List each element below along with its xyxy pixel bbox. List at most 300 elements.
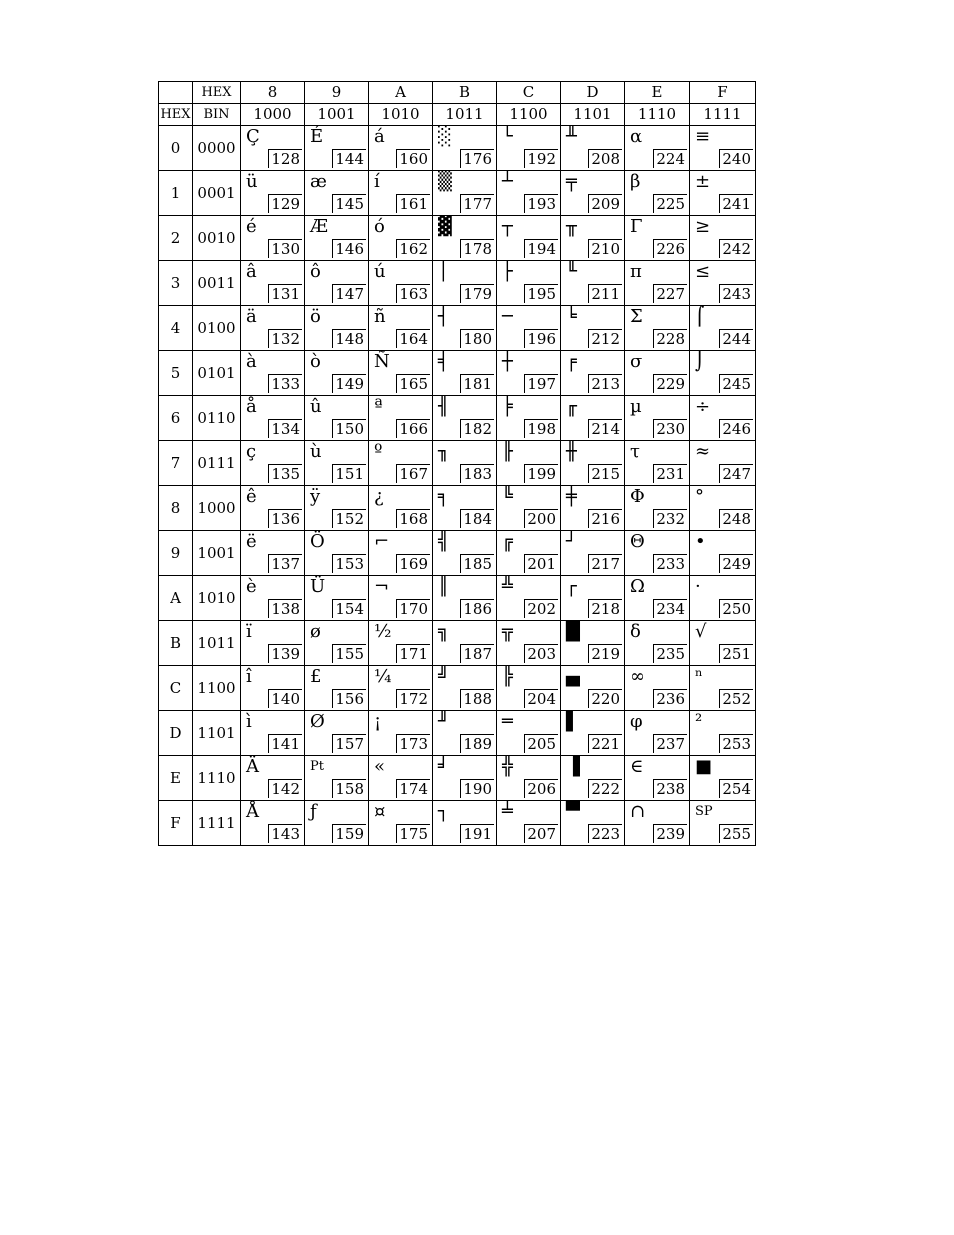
char-glyph: β (630, 171, 641, 192)
char-code: 232 (653, 509, 687, 528)
char-cell (433, 396, 497, 441)
char-code: 227 (653, 284, 687, 303)
char-cell (305, 351, 369, 396)
char-code: 161 (396, 194, 430, 213)
row-hex: D (159, 711, 193, 756)
char-cell (369, 486, 433, 531)
char-glyph: SP (695, 804, 713, 819)
column-bin-d: 1101 (561, 104, 625, 126)
char-cell (625, 756, 690, 801)
char-glyph: ƒ (310, 801, 317, 822)
column-hex-c: C (497, 82, 561, 104)
char-code: 128 (268, 149, 302, 168)
char-glyph: ≡ (695, 126, 711, 147)
char-code: 157 (332, 734, 366, 753)
char-code: 154 (332, 599, 366, 618)
char-cell (625, 306, 690, 351)
row-hex: F (159, 801, 193, 846)
char-glyph: Pt (310, 759, 324, 774)
char-glyph: ╞ (502, 396, 513, 417)
header-row-hex (159, 82, 756, 104)
char-cell (305, 126, 369, 171)
char-glyph: ù (310, 441, 322, 462)
char-cell (561, 396, 625, 441)
char-cell (690, 576, 756, 621)
char-cell (433, 666, 497, 711)
char-cell (241, 621, 305, 666)
char-code: 169 (396, 554, 430, 573)
char-glyph: ╫ (566, 441, 577, 462)
char-code: 197 (524, 374, 558, 393)
char-cell (241, 801, 305, 846)
char-code: 243 (719, 284, 753, 303)
char-glyph: Σ (630, 306, 643, 327)
row-hex: 9 (159, 531, 193, 576)
row-hex-label: HEX (159, 104, 193, 126)
char-cell (241, 306, 305, 351)
char-code: 214 (588, 419, 622, 438)
char-cell (561, 531, 625, 576)
char-glyph: Ñ (374, 351, 390, 372)
char-cell (497, 666, 561, 711)
char-glyph: ú (374, 261, 386, 282)
char-code: 174 (396, 779, 430, 798)
char-cell (625, 216, 690, 261)
char-glyph: ∩ (630, 801, 646, 822)
char-code: 173 (396, 734, 430, 753)
char-code: 163 (396, 284, 430, 303)
char-glyph: ░ (438, 126, 452, 147)
char-code: 241 (719, 194, 753, 213)
table-row (159, 351, 756, 396)
char-code: 236 (653, 689, 687, 708)
char-cell (241, 396, 305, 441)
char-code: 135 (268, 464, 302, 483)
char-cell (497, 351, 561, 396)
char-cell (305, 486, 369, 531)
char-cell (241, 441, 305, 486)
char-code: 136 (268, 509, 302, 528)
char-cell (625, 486, 690, 531)
char-cell (305, 441, 369, 486)
char-code: 216 (588, 509, 622, 528)
char-cell (497, 576, 561, 621)
char-cell (241, 171, 305, 216)
row-bin: 0100 (193, 306, 241, 351)
char-code: 149 (332, 374, 366, 393)
char-code: 182 (460, 419, 494, 438)
char-cell (369, 756, 433, 801)
char-cell (433, 216, 497, 261)
table-row (159, 531, 756, 576)
column-hex-f: F (690, 82, 756, 104)
char-code: 167 (396, 464, 430, 483)
char-glyph: Ø (310, 711, 325, 732)
char-cell (625, 801, 690, 846)
column-bin-c: 1100 (497, 104, 561, 126)
char-glyph: ª (374, 396, 383, 417)
char-cell (690, 711, 756, 756)
row-bin: 1001 (193, 531, 241, 576)
char-code: 130 (268, 239, 302, 258)
char-code: 196 (524, 329, 558, 348)
char-glyph: ≥ (695, 216, 711, 237)
char-cell (497, 486, 561, 531)
char-code: 138 (268, 599, 302, 618)
char-cell (625, 711, 690, 756)
char-code: 229 (653, 374, 687, 393)
char-cell (369, 396, 433, 441)
char-code: 156 (332, 689, 366, 708)
char-glyph: ö (310, 306, 321, 327)
char-code: 252 (719, 689, 753, 708)
char-glyph: ø (310, 621, 321, 642)
char-cell (497, 306, 561, 351)
char-glyph: ╤ (566, 171, 577, 192)
char-code: 217 (588, 554, 622, 573)
char-glyph: É (310, 126, 324, 147)
char-cell (305, 621, 369, 666)
char-cell (241, 351, 305, 396)
char-code: 226 (653, 239, 687, 258)
char-glyph: î (246, 666, 252, 687)
char-glyph: ä (246, 306, 257, 327)
char-glyph: æ (310, 171, 327, 192)
char-glyph: ╛ (438, 756, 449, 777)
corner-cell (159, 82, 193, 104)
hex-label: HEX (193, 82, 241, 104)
char-cell (625, 261, 690, 306)
char-code: 180 (460, 329, 494, 348)
char-code: 247 (719, 464, 753, 483)
char-glyph: ° (695, 486, 704, 507)
char-code: 165 (396, 374, 430, 393)
char-cell (625, 441, 690, 486)
row-bin: 1000 (193, 486, 241, 531)
char-cell (305, 711, 369, 756)
char-code: 160 (396, 149, 430, 168)
char-cell (561, 171, 625, 216)
char-glyph: ² (695, 711, 703, 732)
char-cell (561, 621, 625, 666)
row-bin: 0001 (193, 171, 241, 216)
char-glyph: ╨ (566, 126, 577, 147)
char-glyph: ╢ (438, 396, 449, 417)
char-glyph: Ω (630, 576, 645, 597)
char-glyph: ç (246, 441, 257, 462)
char-glyph: ± (695, 171, 711, 192)
char-cell (433, 531, 497, 576)
char-cell (369, 351, 433, 396)
row-hex: C (159, 666, 193, 711)
char-glyph: █ (566, 621, 580, 642)
row-bin: 0000 (193, 126, 241, 171)
char-glyph: ╥ (566, 216, 577, 237)
row-bin: 0110 (193, 396, 241, 441)
char-code: 246 (719, 419, 753, 438)
char-cell (433, 801, 497, 846)
char-code: 240 (719, 149, 753, 168)
char-glyph: ╪ (566, 486, 577, 507)
char-cell (690, 306, 756, 351)
char-glyph: └ (502, 126, 513, 147)
char-code: 168 (396, 509, 430, 528)
char-code: 225 (653, 194, 687, 213)
table-row (159, 486, 756, 531)
char-glyph: ║ (438, 576, 449, 597)
char-cell (305, 306, 369, 351)
char-cell (561, 666, 625, 711)
char-glyph: Ö (310, 531, 325, 552)
char-code: 251 (719, 644, 753, 663)
char-cell (497, 801, 561, 846)
row-bin: 0101 (193, 351, 241, 396)
column-bin-a: 1010 (369, 104, 433, 126)
char-cell (561, 306, 625, 351)
char-code: 158 (332, 779, 366, 798)
row-bin: 1100 (193, 666, 241, 711)
char-glyph: í (374, 171, 380, 192)
char-cell (690, 441, 756, 486)
char-cell (369, 666, 433, 711)
char-code: 177 (460, 194, 494, 213)
char-cell (625, 666, 690, 711)
char-glyph: ∈ (630, 756, 644, 777)
char-glyph: « (374, 756, 386, 777)
char-code: 146 (332, 239, 366, 258)
char-glyph: ┤ (438, 306, 449, 327)
table-row (159, 396, 756, 441)
char-glyph: ⁿ (695, 666, 703, 687)
char-glyph: ╗ (438, 621, 449, 642)
char-code: 162 (396, 239, 430, 258)
row-hex: 7 (159, 441, 193, 486)
char-cell (305, 756, 369, 801)
char-cell (561, 486, 625, 531)
char-code: 166 (396, 419, 430, 438)
char-code: 133 (268, 374, 302, 393)
table-row (159, 801, 756, 846)
char-glyph: ┼ (502, 351, 513, 372)
char-glyph: ≈ (695, 441, 711, 462)
char-glyph: ì (246, 711, 252, 732)
char-glyph: ≤ (695, 261, 711, 282)
char-cell (369, 711, 433, 756)
char-code: 194 (524, 239, 558, 258)
char-glyph: è (246, 576, 257, 597)
char-code: 144 (332, 149, 366, 168)
char-glyph: ∞ (630, 666, 645, 687)
char-glyph: ┐ (438, 801, 449, 822)
char-cell (497, 261, 561, 306)
char-cell (369, 126, 433, 171)
char-glyph: ╒ (566, 351, 577, 372)
char-code: 228 (653, 329, 687, 348)
char-code: 134 (268, 419, 302, 438)
char-glyph: Ç (246, 126, 260, 147)
row-hex: 2 (159, 216, 193, 261)
char-cell (690, 666, 756, 711)
char-cell (305, 801, 369, 846)
char-cell (497, 441, 561, 486)
char-cell (690, 486, 756, 531)
char-glyph: ó (374, 216, 385, 237)
char-glyph: ┘ (566, 531, 577, 552)
row-hex: 3 (159, 261, 193, 306)
char-glyph: ┬ (502, 216, 513, 237)
char-glyph: £ (310, 666, 322, 687)
char-glyph: Θ (630, 531, 645, 552)
char-cell (241, 756, 305, 801)
table-row (159, 171, 756, 216)
char-code: 172 (396, 689, 430, 708)
char-cell (625, 126, 690, 171)
char-code: 223 (588, 824, 622, 843)
char-code: 185 (460, 554, 494, 573)
char-cell (561, 801, 625, 846)
char-cell (369, 621, 433, 666)
char-cell (369, 171, 433, 216)
char-cell (497, 621, 561, 666)
char-code: 145 (332, 194, 366, 213)
char-code: 254 (719, 779, 753, 798)
char-code: 212 (588, 329, 622, 348)
char-code: 220 (588, 689, 622, 708)
char-cell (561, 261, 625, 306)
char-code: 249 (719, 554, 753, 573)
char-code: 155 (332, 644, 366, 663)
char-cell (690, 351, 756, 396)
char-glyph: δ (630, 621, 641, 642)
char-code: 244 (719, 329, 753, 348)
char-cell (305, 666, 369, 711)
char-cell (433, 711, 497, 756)
char-glyph: ╜ (438, 711, 449, 732)
table-row (159, 621, 756, 666)
char-glyph: Γ (630, 216, 643, 237)
char-cell (241, 531, 305, 576)
char-cell (497, 126, 561, 171)
row-bin: 1110 (193, 756, 241, 801)
char-glyph: ╧ (502, 801, 513, 822)
char-code: 237 (653, 734, 687, 753)
char-glyph: ╦ (502, 621, 513, 642)
char-cell (497, 171, 561, 216)
char-cell (305, 576, 369, 621)
char-cell (433, 171, 497, 216)
row-hex: 1 (159, 171, 193, 216)
char-cell (690, 171, 756, 216)
char-code: 211 (588, 284, 622, 303)
char-code: 231 (653, 464, 687, 483)
char-cell (369, 261, 433, 306)
char-glyph: │ (438, 261, 449, 282)
char-code: 242 (719, 239, 753, 258)
char-code: 215 (588, 464, 622, 483)
row-bin: 1010 (193, 576, 241, 621)
char-code: 153 (332, 554, 366, 573)
char-code: 207 (524, 824, 558, 843)
table-row (159, 261, 756, 306)
row-bin: 1101 (193, 711, 241, 756)
row-hex: B (159, 621, 193, 666)
char-glyph: ½ (374, 621, 392, 642)
column-bin-b: 1011 (433, 104, 497, 126)
row-hex: 4 (159, 306, 193, 351)
char-code: 179 (460, 284, 494, 303)
char-glyph: ⌡ (695, 351, 705, 372)
char-glyph: ▀ (566, 801, 580, 822)
char-code: 204 (524, 689, 558, 708)
char-cell (690, 126, 756, 171)
char-glyph: ╖ (438, 441, 449, 462)
row-bin: 0010 (193, 216, 241, 261)
char-glyph: ╩ (502, 576, 513, 597)
table-row (159, 306, 756, 351)
char-cell (369, 801, 433, 846)
char-code: 235 (653, 644, 687, 663)
column-bin-9: 1001 (305, 104, 369, 126)
column-hex-d: D (561, 82, 625, 104)
column-hex-8: 8 (241, 82, 305, 104)
column-hex-9: 9 (305, 82, 369, 104)
char-code: 205 (524, 734, 558, 753)
char-code: 147 (332, 284, 366, 303)
char-glyph: ▐ (566, 756, 580, 777)
char-code: 250 (719, 599, 753, 618)
char-glyph: ▒ (438, 171, 452, 192)
char-glyph: ô (310, 261, 321, 282)
char-cell (690, 396, 756, 441)
char-code: 183 (460, 464, 494, 483)
char-code: 202 (524, 599, 558, 618)
column-hex-e: E (625, 82, 690, 104)
char-cell (241, 486, 305, 531)
char-glyph: ╠ (502, 666, 513, 687)
char-cell (433, 756, 497, 801)
char-glyph: ╣ (438, 531, 449, 552)
char-cell (561, 216, 625, 261)
char-code: 139 (268, 644, 302, 663)
char-code: 190 (460, 779, 494, 798)
char-glyph: ⌐ (374, 531, 390, 552)
char-cell (369, 576, 433, 621)
char-code: 238 (653, 779, 687, 798)
char-glyph: ╓ (566, 396, 577, 417)
char-cell (305, 396, 369, 441)
row-hex: 6 (159, 396, 193, 441)
column-bin-e: 1110 (625, 104, 690, 126)
char-glyph: ñ (374, 306, 386, 327)
char-glyph: ÿ (310, 486, 321, 507)
character-code-table (158, 81, 756, 846)
char-glyph: ¼ (374, 666, 392, 687)
char-cell (625, 576, 690, 621)
char-cell (369, 531, 433, 576)
char-glyph: ╬ (502, 756, 513, 777)
char-code: 175 (396, 824, 430, 843)
table-row (159, 711, 756, 756)
char-cell (561, 351, 625, 396)
char-code: 253 (719, 734, 753, 753)
char-glyph: Ä (246, 756, 259, 777)
char-code: 206 (524, 779, 558, 798)
char-glyph: ╟ (502, 441, 513, 462)
row-bin: 0111 (193, 441, 241, 486)
char-code: 189 (460, 734, 494, 753)
char-code: 222 (588, 779, 622, 798)
char-glyph: å (246, 396, 257, 417)
